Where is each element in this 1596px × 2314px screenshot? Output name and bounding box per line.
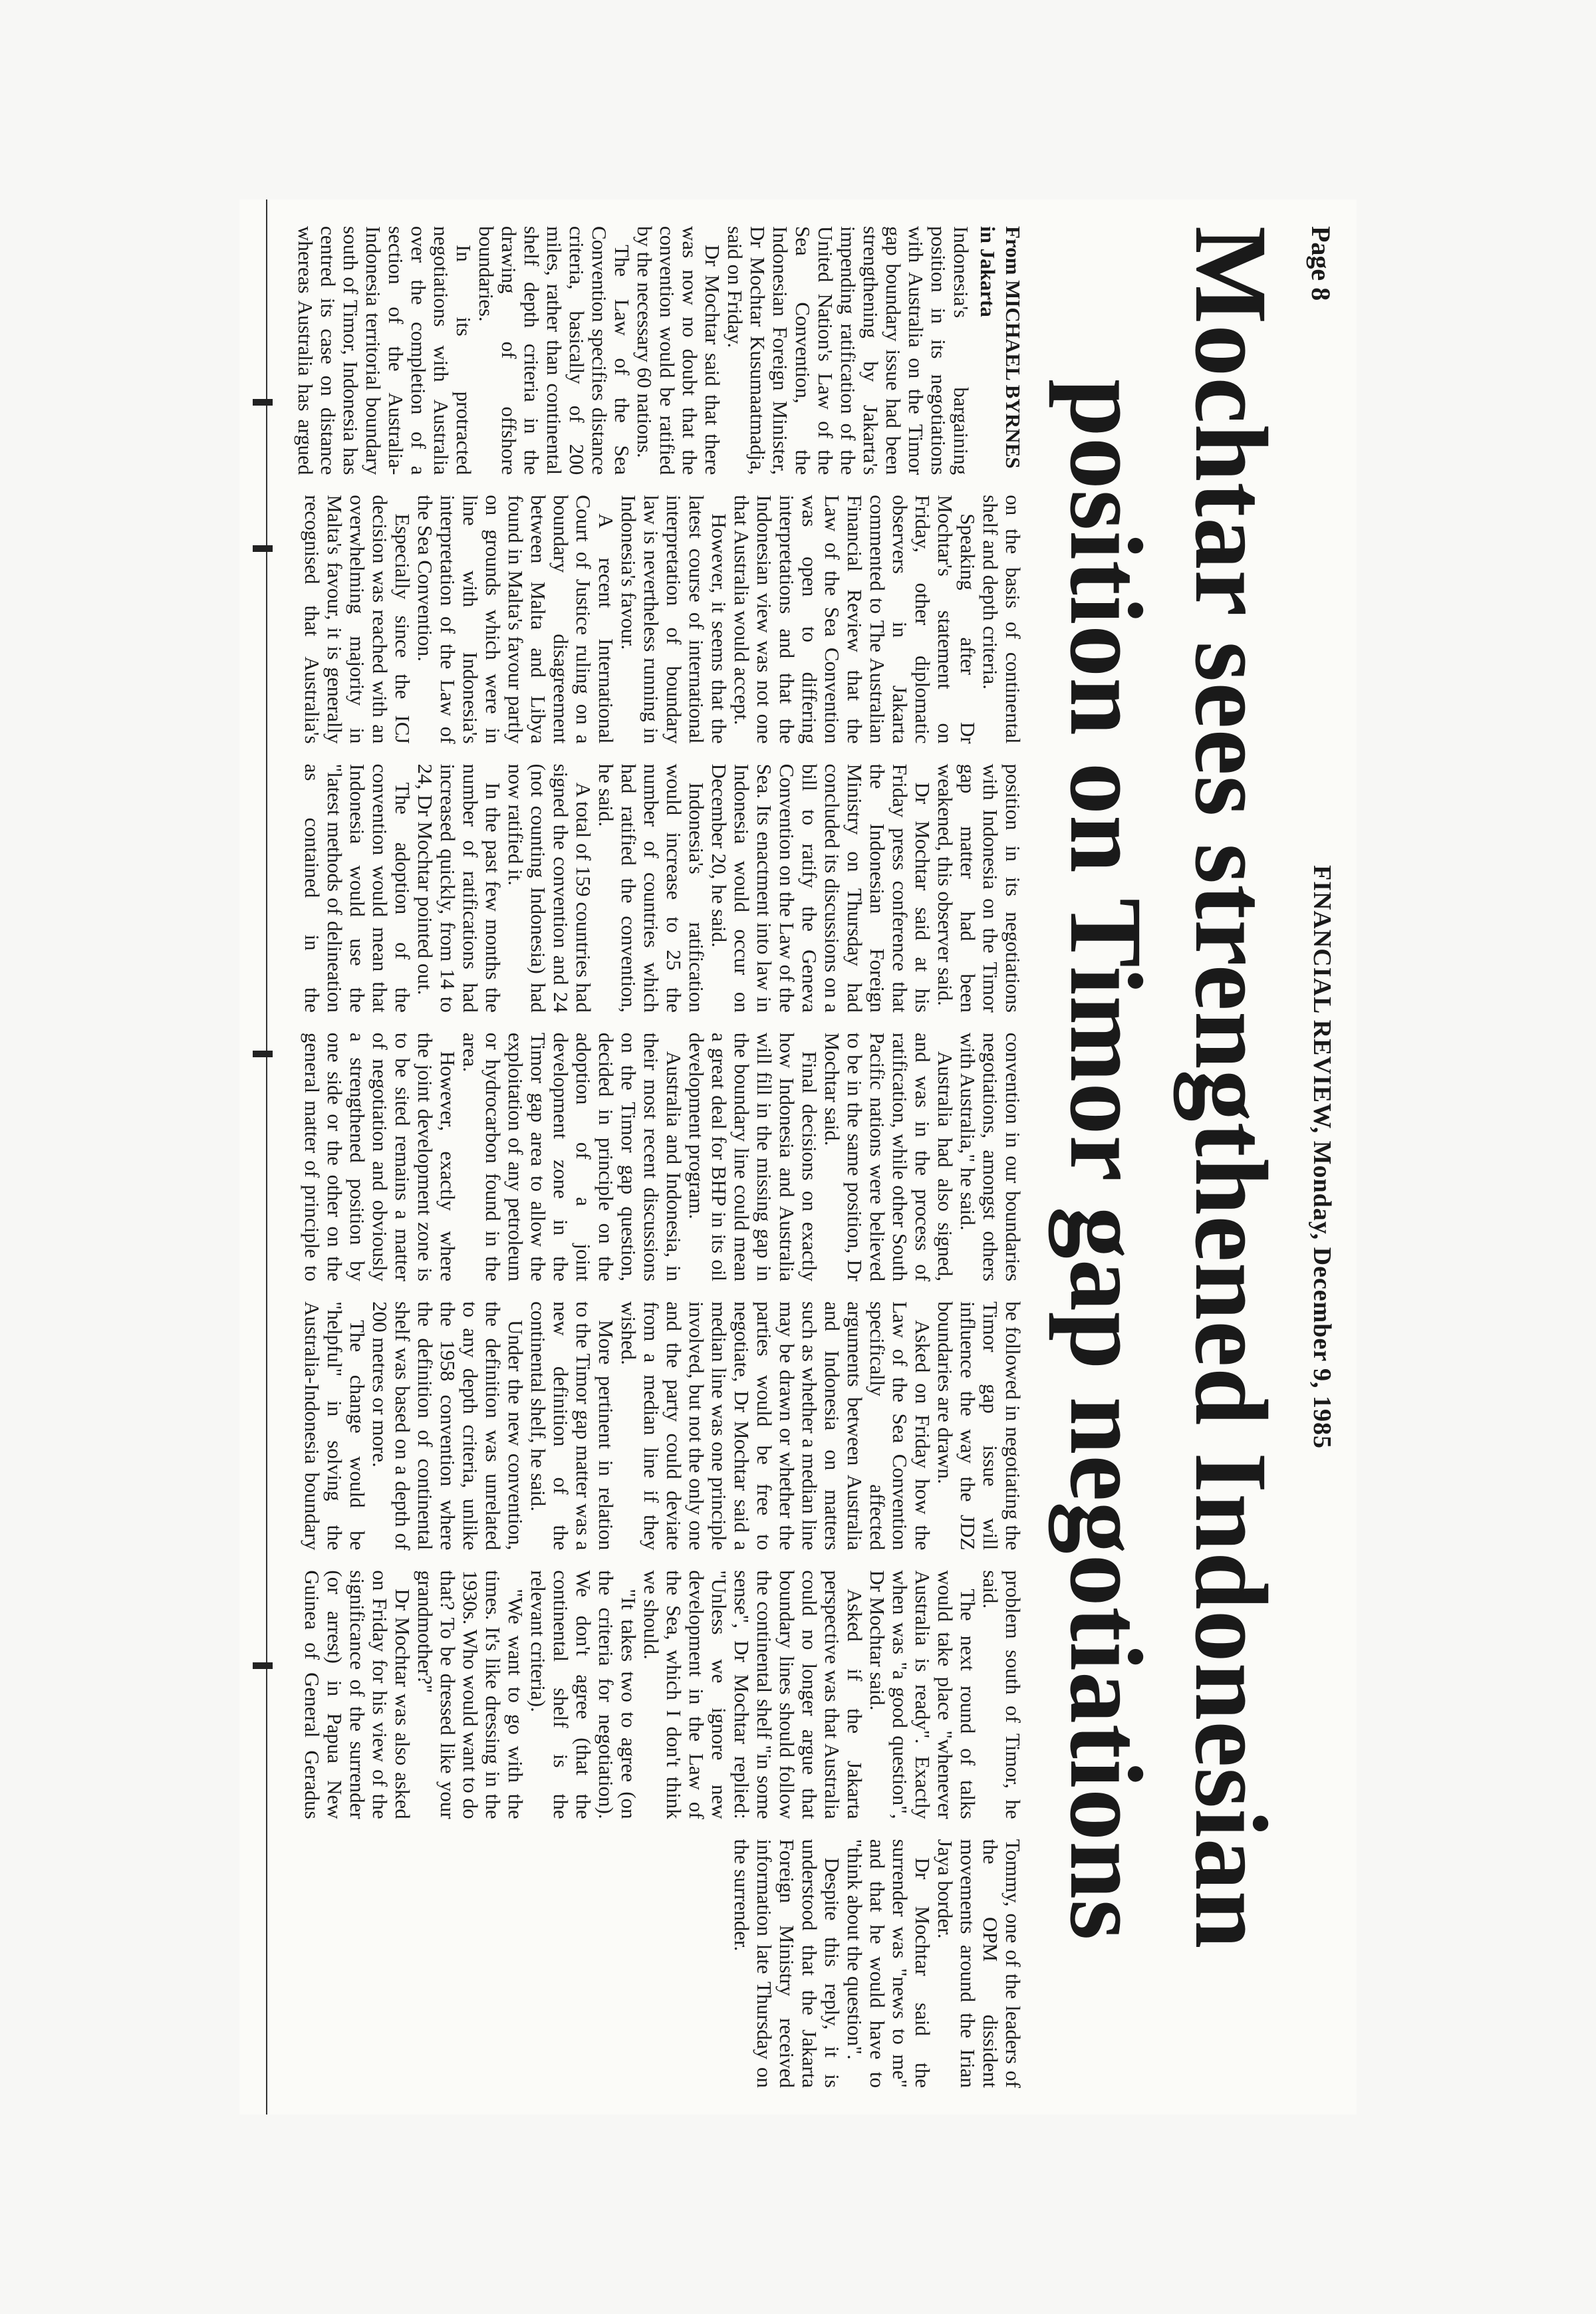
scan-artifact <box>253 545 273 552</box>
publication-line: FINANCIAL REVIEW, Monday, December 9, 1985 <box>1308 864 1336 1450</box>
paragraph: The Law of the Sea Convention specifies distance criteria, basically of 200 miles, rather than continental shelf depth criteria in the drawing of offshore boundaries. <box>475 226 634 475</box>
paragraph: Indonesia's bargaining position in its negotiations with Australia on the Timor gap boundary issue had been strengthening by Jakarta's impending ratification of the United Nation's Law of the Sea Convention, the Indonesian Foreign Minister, Dr Mochtar Kusumaatmadja, said on Friday. <box>724 226 973 475</box>
paragraph: Despite this reply, it is understood that the Jakarta Foreign Ministry received information late Thursday on the surrender. <box>730 1839 844 2088</box>
paragraph: Asked if the Jakarta perspective was that Australia could no longer argue that boundary lines should follow the continental shelf "in some sense", Dr Mochtar replied: "Unless we ignore new development in the Law of the Sea, which I don't think we should. <box>640 1570 866 1819</box>
paragraph: A recent International Court of Justice ruling on a boundary disagreement between Malta and Libya found in Malta's favour partly on grounds which were in line with Indonesia's interpretation of the Law of the Sea Convention. <box>414 495 618 744</box>
headline-line-1: Mochtar sees strengthened Indonesian <box>1174 226 1289 1950</box>
paragraph: Dr Mochtar said at his Friday press conference that the Indonesian Foreign Ministry on Thursday had concluded its discussions on a bill to ratify the Geneva Convention on the Law of the Sea. Its enactment into law in Indonesia would occur on December 20, he said. <box>708 763 934 1013</box>
paragraph: Final decisions on exactly how Indonesia and Australia will fill in the missing gap in the boundary line could mean a great deal for BHP in its oil development program. <box>685 1032 821 1282</box>
paragraph: Dr Mochtar was also asked on Friday for his view of the significance of the surrender (or arrest) in Papua New Guinea of General Geradus Tommy, one of the leaders of the OPM dissident movements around the Irian Jaya border. <box>301 1570 1025 2088</box>
paragraph: "It takes two to agree (on the criteria for negotiation). We don't agree (that the continental shelf is the relevant criteria). <box>527 1570 640 1819</box>
paragraph: In the past few months the number of ratifications had increased quickly, from 14 to 24, Dr Mochtar pointed out. <box>414 763 505 1013</box>
paragraph: The next round of talks would take place "whenever Australia is ready". Exactly when was "a good question", Dr Mochtar said. <box>866 1570 980 1819</box>
paragraph: However, it seems that the latest course of international interpretation of boundary law is nevertheless running in Indonesia's favour. <box>617 495 731 744</box>
scan-artifact <box>253 1051 273 1057</box>
paragraph: Australia and Indonesia, in their most recent discussions on the Timor gap question, decided in principle on the adoption of a joint development zone in the Timor gap area to allow the exploitation of any petroleum or hydrocarbon found in the area. <box>459 1032 686 1282</box>
clipping-edge <box>239 199 267 2115</box>
paragraph: Especially since the ICJ decision was reached with an overwhelming majority in Malta's favour, it is generally recognised that Australia's position in its negotiations with Indonesia on the Timor gap matter had been weakened, this observer said. <box>301 495 1025 1013</box>
article-body <box>279 226 1024 2088</box>
paragraph: Indonesia's ratification would increase to 25 the number of countries which had ratified the convention, he said. <box>595 763 708 1013</box>
dateline: in Jakarta <box>976 226 999 317</box>
byline: From MICHAEL BYRNES <box>1001 226 1025 469</box>
headline-line-2: position on Timor gap negotiations <box>1049 379 1164 1941</box>
paragraph: In its protracted negotiations with Australia over the completion of a section of the Australia-Indonesia territorial boundary south of Timor, Indonesia has centred its case on distance whereas Australia has argued on the basis of continental shelf and depth criteria. <box>294 226 1025 744</box>
scan-artifact <box>253 399 273 406</box>
paragraph: Speaking after Dr Mochtar's statement on Friday, other diplomatic observers in Jakarta commented to The Australian Financial Review that the Law of the Sea Convention was open to differing interpretations and that the Indonesian view was not one that Australia would accept. <box>730 495 980 744</box>
paragraph: A total of 159 countries had signed the convention and 24 (not counting Indonesia) had now ratified it. <box>504 763 595 1013</box>
paragraph: Asked on Friday how the Law of the Sea Convention specifically affected arguments between Australia and Indonesia on matters such as whether a median line may be drawn or whether the parties would be free to negotiate, Dr Mochtar said a median line was one principle involved, but not the only one and the party could deviate from a median line if they wished. <box>617 1301 934 1551</box>
paragraph: Dr Mochtar said the surrender was "news to me" and that he would have to "think about the question". <box>843 1839 934 2088</box>
paragraph: Australia had also signed, and was in the process of ratification, while other South Pacific nations were believed to be in the same position, Dr Mochtar said. <box>821 1032 957 1282</box>
paragraph: The change would be "helpful" in solving the Australia-Indonesia boundary problem south of Timor, he said. <box>301 1301 1025 1819</box>
paragraph: However, exactly where the joint development zone is to be sited remains a matter of negotiation and obviously a strengthened position by one side or the other on the general matter of principle to be followed in negotiating the Timor gap issue will influence the way the JDZ boundaries are drawn. <box>301 1032 1025 1551</box>
paragraph: The adoption of the convention would mean that Indonesia would use the "latest methods of delineation as contained in the convention in our boundaries negotiations, amongst others with Australia," he said. <box>301 763 1025 1282</box>
masthead <box>1297 199 1337 2115</box>
paragraph: More pertinent in relation to the Timor gap matter was a new definition of the continental shelf, he said. <box>527 1301 618 1551</box>
paragraph: Under the new convention, the definition was unrelated to any depth criteria, unlike the 1958 convention where the definition of continental shelf was based on a depth of 200 metres or more. <box>368 1301 527 1551</box>
paragraph: "We want to go with the times. It's like dressing in the 1930s. Who would want to do that? To be dressed like your grandmother?" <box>414 1570 527 1819</box>
scan-artifact <box>253 1662 273 1669</box>
headline <box>1043 226 1293 2088</box>
page-number: Page 8 <box>1306 226 1336 301</box>
newspaper-clipping <box>239 199 1357 2115</box>
paragraph: Dr Mochtar said that there was now no doubt that the convention would be ratified by the necessary 60 nations. <box>633 226 724 475</box>
